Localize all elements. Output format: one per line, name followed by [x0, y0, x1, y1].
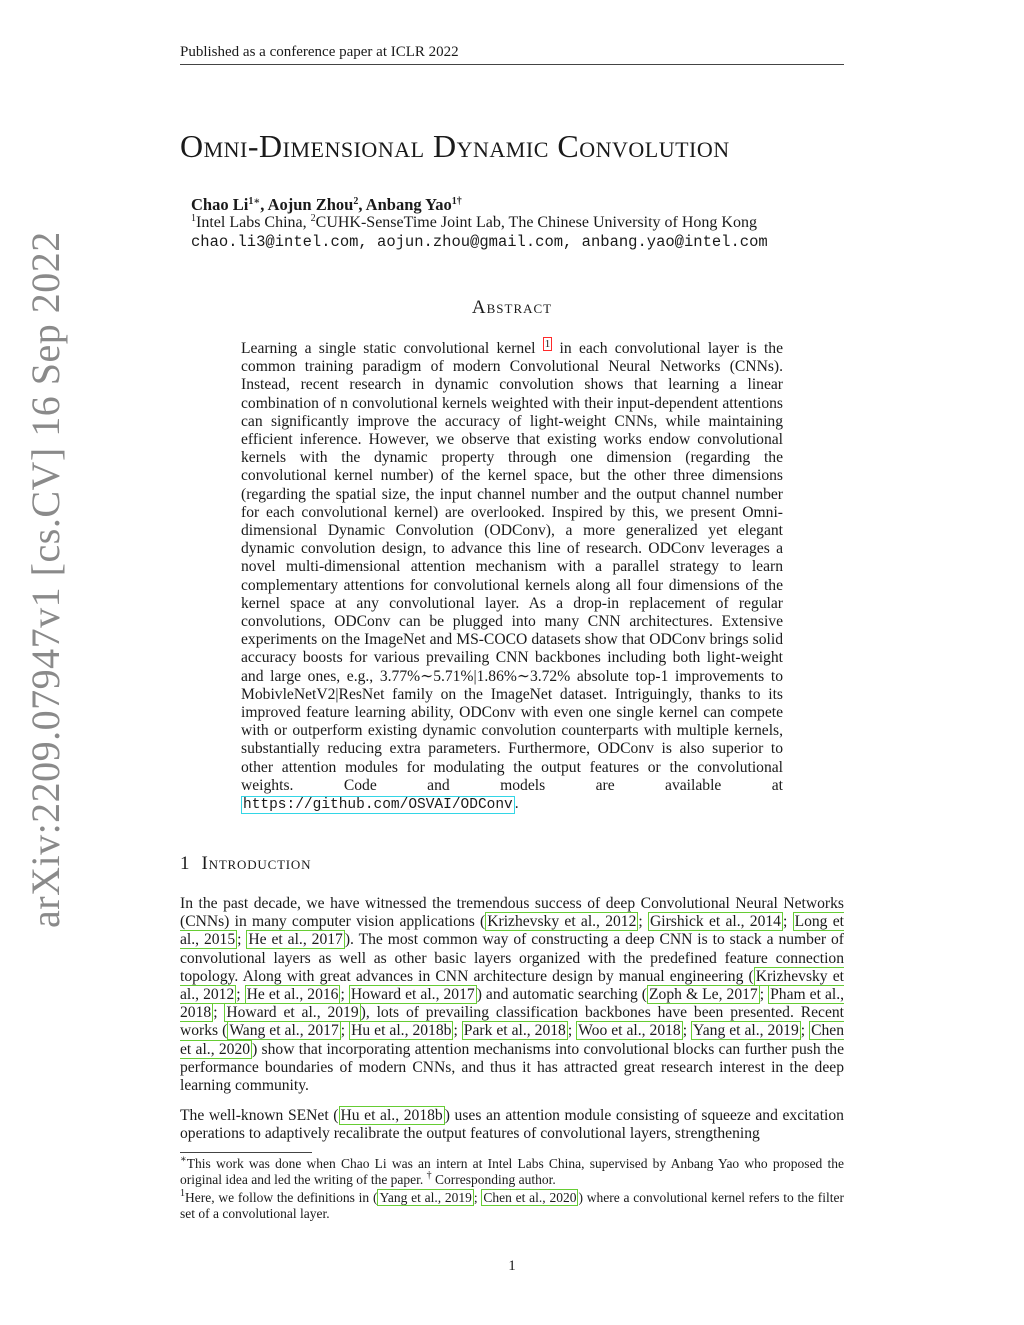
header-rule — [180, 64, 844, 65]
abstract-text: Learning a single static convolutional kernel — [241, 340, 543, 357]
footnote-mark: 1 — [180, 1188, 185, 1199]
author-sup: 1 — [248, 196, 254, 207]
affil-2: CUHK-SenseTime Joint Lab, The Chinese University of Hong Kong — [315, 214, 757, 231]
sep: ; — [567, 1022, 577, 1040]
author-emails: chao.li3@intel.com, aojun.zhou@gmail.com, anbang.yao@intel.com — [191, 233, 768, 251]
abstract-text: in each convolutional layer is the common training paradigm of modern Convolutional Neural Networks (CNNs). Instead, recent research in dynamic convolution shows that learning a linear combination of n convolutional kernels weighted with their input-dependent attentions can significantly improve the accuracy of light-weight CNNs, while maintaining efficient inference. However, we observe that existing works endow convolutional kernels with the dynamic property through one dimension (regarding the convolutional kernel number) of the kernel space, but the other three dimensions (regarding the spatial size, the input channel number and the output channel number for each convolutional kernel) are overlooked. Inspired by this, we present Omni-dimensional Dynamic Convolution (ODConv), a more generalized yet elegant dynamic convolution design, to advance this line of research. ODConv leverages a novel multi-dimensional attention mechanism with a parallel strategy to learn complementary attentions for convolutional kernels along all four dimensions of the kernel space at any convolutional layer. As a drop-in replacement of regular convolutions, ODConv can be plugged into many CNN architectures. Extensive experiments on the ImageNet and MS-COCO datasets show that ODConv brings solid accuracy boosts for various prevailing CNN backbones including both light-weight and large ones, e.g., 3.77%∼5.71%|1.86%∼3.72% absolute top-1 improvements to MobivleNetV2|ResNet family on the ImageNet dataset. Intriguingly, thanks to its improved feature learning ability, ODConv with even one single kernel can compete with or outperform existing dynamic convolution counterparts with multiple kernels, substantially reducing extra parameters. Furthermore, ODConv is also superior to other attention modules for modulating the output features or the convolutional weights. Code and models are available at — [241, 340, 784, 794]
citation-link[interactable]: Krizhevsky et al., 2012 — [180, 967, 844, 1004]
paper-title: Omni-Dimensional Dynamic Convolution — [180, 128, 730, 164]
footnote-ref-link[interactable]: 1 — [544, 338, 551, 350]
citation-link[interactable]: Chen et al., 2020 — [180, 1022, 844, 1058]
author-sup: 1† — [451, 196, 462, 207]
sep: ; — [800, 1022, 810, 1040]
abstract-heading: Abstract — [471, 297, 553, 318]
footnote-text: ) where a convolutional kernel refers to the filter set of a convolutional layer. — [180, 1190, 844, 1221]
sep: ; — [473, 1190, 482, 1205]
sep: ; — [213, 1004, 225, 1022]
intro-paragraph-2 — [180, 1107, 844, 1143]
affiliations — [191, 214, 757, 232]
intro-paragraph-1 — [180, 895, 844, 1095]
citation-link[interactable]: Zoph & Le, 2017 — [649, 986, 758, 1004]
affil-num: 2 — [310, 213, 316, 224]
citation-link[interactable]: He et al., 2016 — [246, 986, 339, 1004]
sep: ; — [340, 1022, 350, 1040]
footnote-1 — [180, 1156, 844, 1188]
footnote-2 — [180, 1190, 844, 1222]
citation-link[interactable]: Woo et al., 2018 — [578, 1022, 681, 1040]
para-text: ). The most common way of constructing a deep CNN is to stack a number of convolutional layers as well as other basic layers organized with the predefined feature connection topology. Along with great advances in CNN architecture design by manual engineering ( — [180, 931, 844, 985]
abstract-body — [241, 340, 783, 814]
citation-link[interactable]: Chen et al., 2020 — [483, 1190, 577, 1205]
para-text: ) and automatic searching ( — [476, 986, 648, 1004]
citation-link[interactable]: Long et al., 2015 — [180, 913, 844, 949]
citation-link[interactable]: Hu et al., 2018b — [351, 1022, 452, 1040]
author-name: Aojun Zhou — [267, 195, 354, 214]
sep: ; — [682, 1022, 692, 1040]
citation-link[interactable]: Pham et al., 2018 — [180, 986, 845, 1022]
running-header: Published as a conference paper at ICLR 2022 — [180, 44, 459, 60]
sep: ; — [237, 931, 247, 949]
para-text: ) uses an attention module consisting of squeeze and excitation operations to adaptively recalibrate the output features of convolutional layers, strengthening — [180, 1107, 844, 1143]
footnote-mark: ∗ — [180, 1154, 187, 1165]
footnote-text: Corresponding author. — [431, 1172, 556, 1187]
footnote-rule — [180, 1152, 312, 1153]
affil-num: 1 — [191, 213, 196, 224]
footnote-dagger: † — [426, 1170, 432, 1181]
sep: ; — [759, 986, 769, 1004]
abstract-text: . — [514, 795, 519, 813]
para-text: ), lots of prevailing classification backbones have been presented. Recent works ( — [180, 1004, 844, 1040]
citation-link[interactable]: Yang et al., 2019 — [379, 1190, 472, 1205]
footnote-text: This work was done when Chao Li was an intern at Intel Labs China, supervised by Anbang Yao who proposed the original idea and led the writing of the paper. — [180, 1156, 844, 1187]
section-number: 1 — [180, 853, 190, 874]
sep: ; — [453, 1022, 462, 1040]
author-name: Chao Li — [191, 195, 249, 214]
affil-1: Intel Labs China, — [196, 214, 307, 231]
para-text: The well-known SENet ( — [180, 1107, 339, 1124]
sep: ; — [638, 913, 648, 931]
sep: ; — [340, 986, 349, 1004]
sep: ; — [236, 986, 245, 1004]
section-heading — [180, 853, 311, 875]
code-url-link[interactable]: https://github.com/OSVAI/ODConv — [243, 797, 513, 814]
para-text: ) show that incorporating attention mechanisms into convolutional blocks can further push the performance boundaries of modern CNNs, and thus it has attracted great research interest in the deep learning community. — [180, 1040, 844, 1095]
citation-link[interactable]: Yang et al., 2019 — [693, 1022, 799, 1040]
footnote-text: Here, we follow the definitions in ( — [185, 1190, 378, 1205]
sep: ; — [782, 913, 793, 931]
page-number: 1 — [508, 1258, 516, 1274]
citation-link[interactable]: Wang et al., 2017 — [229, 1022, 339, 1040]
citation-link[interactable]: Howard et al., 2019 — [226, 1004, 359, 1022]
citation-link[interactable]: He et al., 2017 — [248, 931, 343, 949]
citation-link[interactable]: Howard et al., 2017 — [350, 986, 475, 1004]
arxiv-stamp: arXiv:2209.07947v1 [cs.CV] 16 Sep 2022 — [23, 231, 68, 928]
author-mark: ∗ — [253, 196, 261, 207]
section-title: Introduction — [201, 853, 312, 874]
para-text: In the past decade, we have witnessed the tremendous success of deep Convolutional Neural Networks (CNNs) in many computer vision applications ( — [180, 895, 844, 931]
citation-link[interactable]: Krizhevsky et al., 2012 — [487, 913, 637, 931]
author-list: Chao $Li^{1∗}$, Aojun Zhou$^2$, Anbang Yao$^{1\dagger}$ — [191, 195, 462, 214]
citation-link[interactable]: Hu et al., 2018b — [340, 1107, 443, 1124]
author-sup: 2 — [353, 196, 359, 207]
citation-link[interactable]: Girshick et al., 2014 — [650, 913, 781, 931]
citation-link[interactable]: Park et al., 2018 — [463, 1022, 566, 1040]
author-name: Anbang Yao — [365, 195, 452, 214]
